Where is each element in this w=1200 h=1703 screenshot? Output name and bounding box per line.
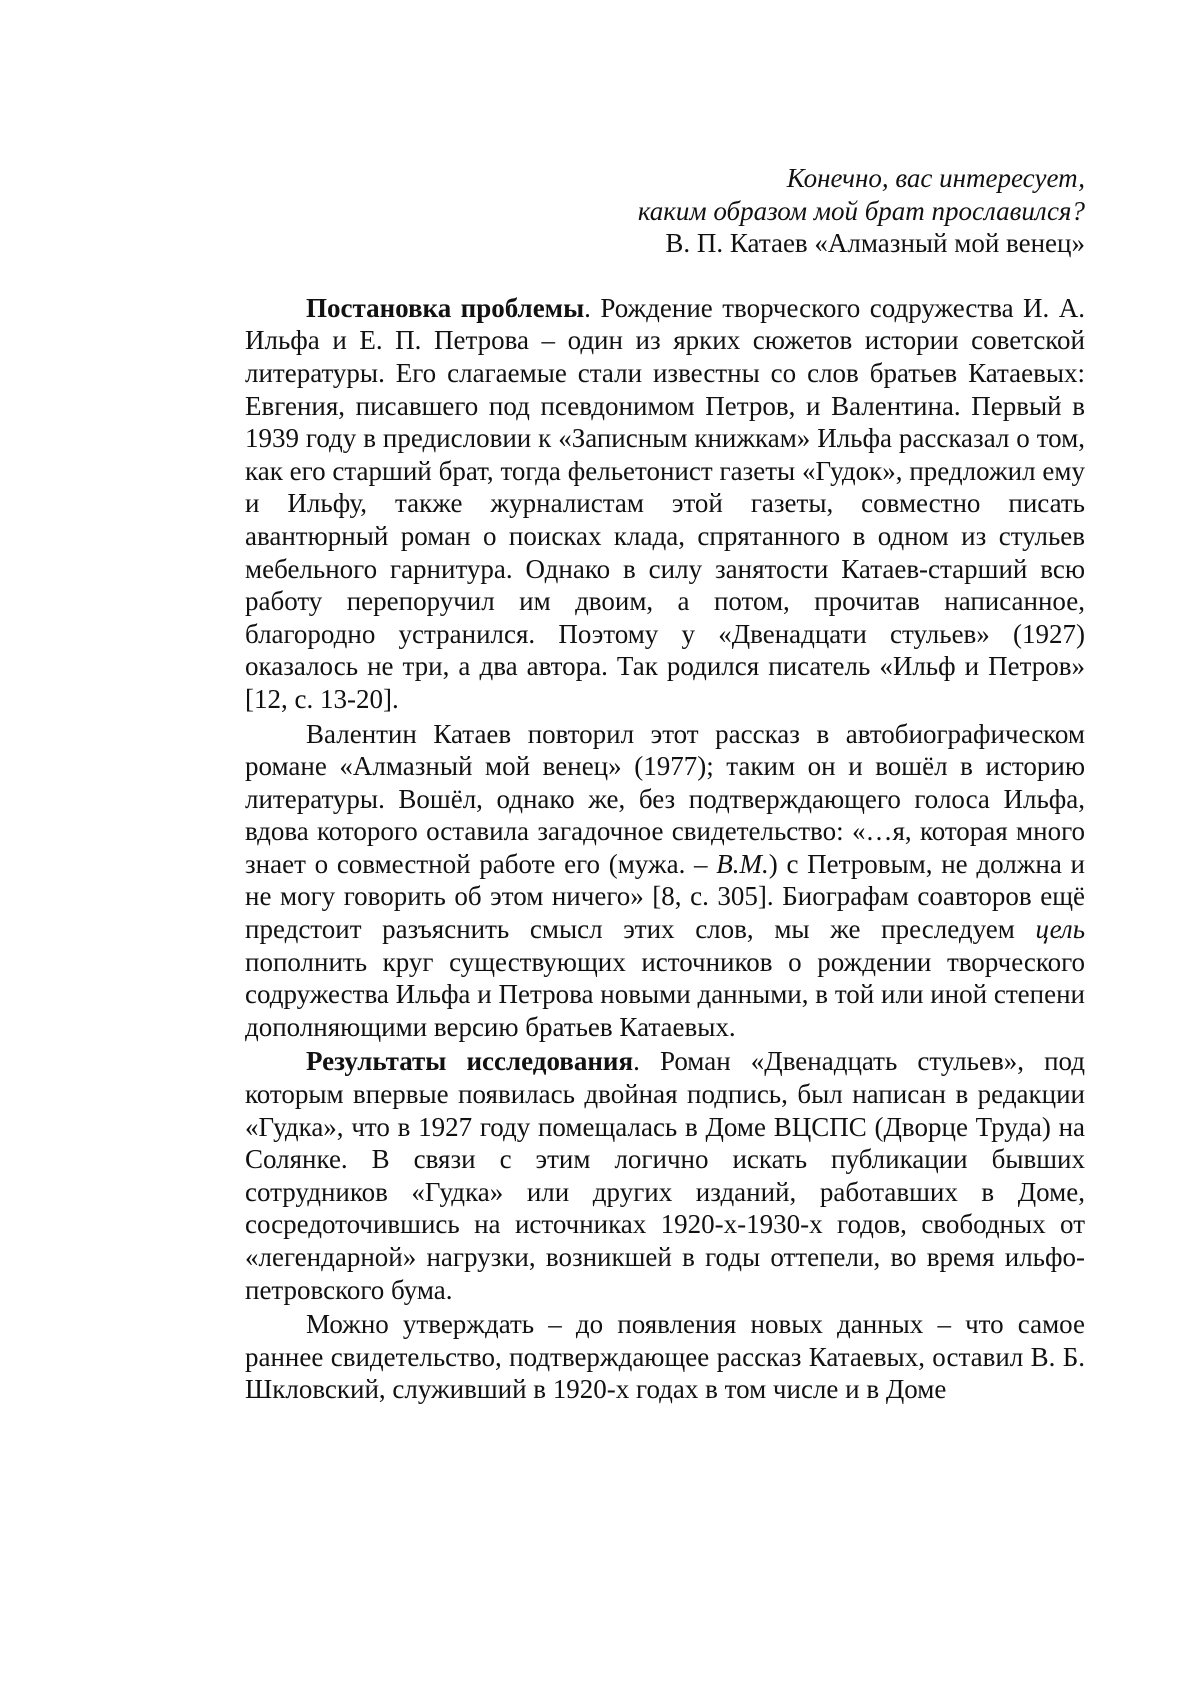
author-initials: В.М. xyxy=(716,848,769,879)
paragraph-problem-statement xyxy=(245,292,1085,716)
paragraph-results xyxy=(245,1045,1085,1306)
paragraph-kataev-text-1: Валентин Катаев повторил этот рассказ в автобиографическом романе «Алмазный мой венец» (1977); таким он и вошёл в историю литературы. Вошёл, однако же, без подтверждающего голоса Ильфа, вдова которого оставила загадочное свидетельство: «…я, которая много знает о совместной работе его (мужа. – xyxy=(245,718,1085,879)
paragraph-kataev-text-3: пополнить круг существующих источников о рождении творческого содружества Ильфа и Петрова новыми данными, в той или иной степени дополняющими версию братьев Катаевых. xyxy=(245,946,1085,1042)
section-heading-problem: Постановка проблемы xyxy=(306,292,585,323)
paragraph-shklovsky-text: Можно утверждать – до появления новых данных – что самое раннее свидетельство, подтверждающее рассказ Катаевых, оставил В. Б. Шкловский, служивший в 1920-х годах в том числе и в Доме xyxy=(245,1309,1085,1405)
goal-word: цель xyxy=(1035,914,1085,945)
paragraph-kataev-text-2: ) с Петровым, не должна и не могу говорить об этом ничего» [8, с. 305]. Биографам соавторов ещё предстоит разъяснить смысл этих слов, мы же преследуем xyxy=(245,848,1085,945)
paragraph-shklovsky xyxy=(245,1308,1085,1406)
epigraph-line-1: Конечно, вас интересует, xyxy=(786,163,1085,193)
paragraph-kataev-story xyxy=(245,718,1085,1044)
epigraph-line-2: каким образом мой брат прославился? xyxy=(637,195,1085,226)
paragraph-results-text: . Роман «Двенадцать стульев», под которым впервые появилась двойная подпись, был написан в редакции «Гудка», что в 1927 году помещалась в Доме ВЦСПС (Дворце Труда) на Солянке. В связи с этим логично искать публикации бывших сотрудников «Гудка» или других изданий, работавших в Доме, сосредоточившись на источниках 1920-х-1930-х годов, свободных от «легендарной» нагрузки, возникшей в годы оттепели, во время ильфо-петровского бума. xyxy=(245,1046,1085,1305)
epigraph-source: В. П. Катаев «Алмазный мой венец» xyxy=(665,228,1085,259)
epigraph xyxy=(245,162,1085,260)
document-page xyxy=(245,162,1085,1408)
section-heading-results: Результаты исследования xyxy=(306,1046,634,1077)
paragraph-problem-text: . Рождение творческого содружества И. А. Ильфа и Е. П. Петрова – один из ярких сюжетов истории советской литературы. Его слагаемые стали известны со слов братьев Катаевых: Евгения, писавшего под псевдонимом Петров, и Валентина. Первый в 1939 году в предисловии к «Записным книжкам» Ильфа рассказал о том, как его старший брат, тогда фельетонист газеты «Гудок», предложил ему и Ильфу, также журналистам этой газеты, совместно писать авантюрный роман о поисках клада, спрятанного в одном из стульев мебельного гарнитура. Однако в силу занятости Катаев-старший всю работу перепоручил им двоим, а потом, прочитав написанное, благородно устранился. Поэтому у «Двенадцати стульев» (1927) оказалось не три, а два автора. Так родился писатель «Ильф и Петров» [12, с. 13-20]. xyxy=(245,292,1085,714)
